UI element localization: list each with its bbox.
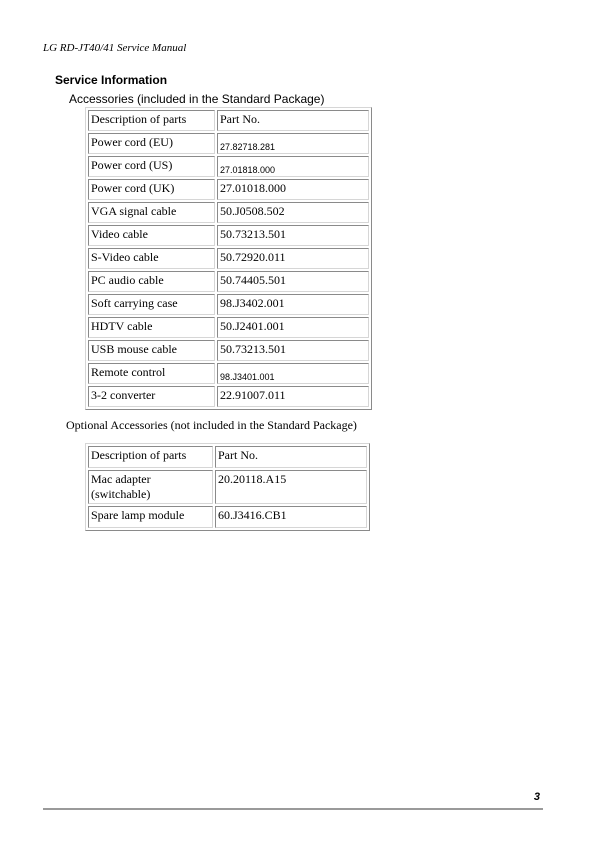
part-description: Soft carrying case	[88, 294, 215, 315]
table-row	[88, 506, 367, 528]
part-description: Mac adapter (switchable)	[88, 470, 213, 504]
part-description: USB mouse cable	[88, 340, 215, 361]
section-title: Service Information	[55, 73, 168, 87]
part-description: VGA signal cable	[88, 202, 215, 223]
part-number: 20.20118.A15	[215, 470, 367, 504]
part-number: 98.J3401.001	[217, 363, 369, 384]
part-description: Power cord (UK)	[88, 179, 215, 200]
part-number: 60.J3416.CB1	[215, 506, 367, 528]
part-description: Power cord (EU)	[88, 133, 215, 154]
part-number: 22.91007.011	[217, 386, 369, 407]
part-description: HDTV cable	[88, 317, 215, 338]
part-description: Power cord (US)	[88, 156, 215, 177]
table-row	[88, 133, 369, 154]
part-description: Video cable	[88, 225, 215, 246]
part-description: PC audio cable	[88, 271, 215, 292]
part-number: 50.J2401.001	[217, 317, 369, 338]
table-row	[88, 248, 369, 269]
part-number: 50.73213.501	[217, 340, 369, 361]
table-row	[88, 202, 369, 223]
table-header-row	[88, 446, 367, 468]
table-row	[88, 156, 369, 177]
table-row	[88, 294, 369, 315]
part-number: 27.01818.000	[217, 156, 369, 177]
table-row	[88, 317, 369, 338]
document-header-title: LG RD-JT40/41 Service Manual	[43, 42, 187, 54]
table-row	[88, 225, 369, 246]
part-description: Spare lamp module	[88, 506, 213, 528]
table-row	[88, 271, 369, 292]
part-description: S-Video cable	[88, 248, 215, 269]
part-description: Remote control	[88, 363, 215, 384]
part-number: 27.01018.000	[217, 179, 369, 200]
table-row	[88, 179, 369, 200]
table-row	[88, 363, 369, 384]
part-number: 50.74405.501	[217, 271, 369, 292]
column-header-description: Description of parts	[88, 110, 215, 131]
standard-accessories-table	[85, 107, 372, 410]
column-header-description: Description of parts	[88, 446, 213, 468]
column-header-part-no: Part No.	[217, 110, 369, 131]
optional-accessories-table	[85, 443, 370, 531]
standard-accessories-heading: Accessories (included in the Standard Package)	[69, 92, 325, 106]
table-header-row	[88, 110, 369, 131]
table-row	[88, 386, 369, 407]
column-header-part-no: Part No.	[215, 446, 367, 468]
part-number: 50.72920.011	[217, 248, 369, 269]
table-row	[88, 340, 369, 361]
page-number: 3	[533, 791, 540, 803]
part-number: 50.J0508.502	[217, 202, 369, 223]
optional-accessories-heading: Optional Accessories (not included in the Standard Package)	[66, 418, 357, 432]
part-number: 50.73213.501	[217, 225, 369, 246]
table-row	[88, 470, 367, 504]
part-number: 27.82718.281	[217, 133, 369, 154]
footer-divider	[43, 808, 543, 810]
part-description: 3-2 converter	[88, 386, 215, 407]
part-number: 98.J3402.001	[217, 294, 369, 315]
